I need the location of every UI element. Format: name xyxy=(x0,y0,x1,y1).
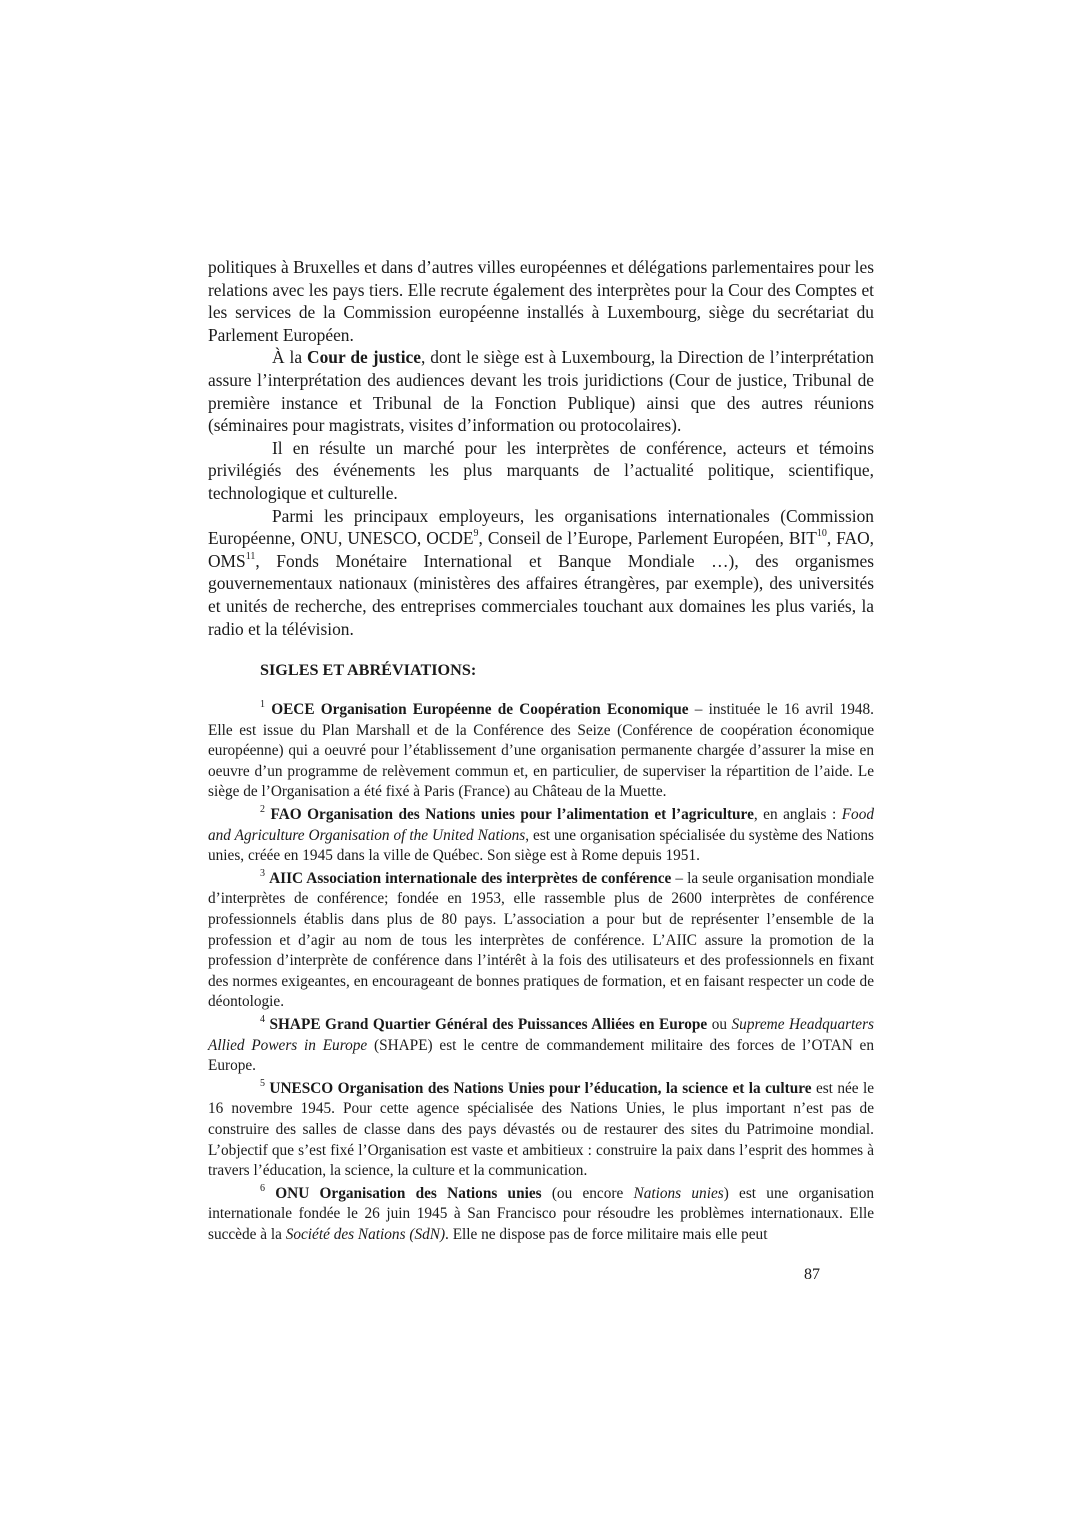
paragraph-2-lead: À la xyxy=(272,347,308,368)
page-content xyxy=(208,256,874,1248)
paragraph-1: politiques à Bruxelles et dans d’autres villes européennes et délégations parlementaires pour les relations avec les pays tiers. Elle recrute également des interprètes pour la Cour des Comptes et les services de la Commission européenne installés à Luxembourg, siège du secrétariat du Parlement Européen. xyxy=(208,257,874,345)
note-text: , est une organisation spécialisée du système des Nations unies, créée en 1945 dans la ville de Québec. Son siège est à Rome depuis 1951. xyxy=(208,826,874,865)
note-number: 4 xyxy=(260,1013,265,1025)
footnote-ref-9: 9 xyxy=(473,528,479,540)
note-term: ONU Organisation des Nations unies xyxy=(275,1184,542,1202)
note-number: 2 xyxy=(260,803,265,815)
abbreviation-notes xyxy=(208,700,874,1245)
page-number: 87 xyxy=(804,1266,820,1283)
note-text: est née le 16 novembre 1945. Pour cette agence spécialisée des Nations Unies, le plus important n’est pas de construire des salles de classe dans des pays dévastés ou de restaurer des sites du Patrimoine mondial. L’objectif que s’est fixé l’Organisation est vaste et ambitieux : construire la paix dans l’esprit des hommes à travers l’éducation, la science, la culture et la communication. xyxy=(208,1079,875,1180)
note-text: (ou encore xyxy=(541,1184,634,1202)
note-italic: Nations unies xyxy=(633,1184,724,1202)
note-italic: Food and Agriculture Organisation of the United Nations xyxy=(208,806,874,844)
note-term: FAO Organisation des Nations unies pour l’alimentation et l’agriculture xyxy=(270,806,754,824)
note-text: – la seule organisation mondiale d’interprètes de conférence; fondée en 1953, elle rassemble plus de 2600 interprètes de conférence professionnels établis dans plus de 80 pays. L’association a pour but de représenter l’ensemble de la profession et d’agir au nom de tous les interprètes de conférence. L’AIIC assure la promotion de la profession d’interprète de conférence dans l’intérêt à la fois des utilisateurs et des professionnels en fixant des normes exigeantes, en encourageant de bonnes pratiques de formation, et en faisant respecter un code de déontologie. xyxy=(208,869,874,1011)
paragraph-4-part-c: , FAO, OMS xyxy=(208,528,874,571)
footnote-ref-10: 10 xyxy=(816,528,827,540)
note-text: ou xyxy=(707,1016,732,1033)
note-text: – instituée le 16 avril 1948. Elle est issue du Plan Marshall et de la Conférence des Seize (Conférence de coopération économique européenne) qui a oeuvré pour l’établissement d’une organisation permanente chargée d’assurer la mise en oeuvre d’un programme de relèvement commun et, en particulier, de superviser la répartition de l’aide. Le siège de l’Organisation a été fixé à Paris (France) au Château de la Muette. xyxy=(208,701,875,801)
note-term: OECE Organisation Européenne de Coopération Economique xyxy=(271,701,689,719)
note-1 xyxy=(208,700,874,803)
section-title: SIGLES ET ABRÉVIATIONS: xyxy=(260,661,477,680)
note-term: SHAPE Grand Quartier Général des Puissances Alliées en Europe xyxy=(269,1016,708,1033)
note-2 xyxy=(208,805,874,867)
paragraph-3: Il en résulte un marché pour les interprètes de conférence, acteurs et témoins privilégiés des événements les plus marquants de l’actualité politique, scientifique, technologique et culturelle. xyxy=(208,437,874,503)
note-number: 6 xyxy=(260,1182,265,1194)
note-text: . Elle ne dispose pas de force militaire mais elle peut xyxy=(445,1225,768,1243)
footnote-ref-11: 11 xyxy=(245,550,256,562)
note-text: , en anglais : xyxy=(753,806,842,824)
paragraph-2-text: , dont le siège est à Luxembourg, la Direction de l’interprétation assure l’interprétation des audiences devant les trois juridictions (Cour de justice, Tribunal de première instance et Tribunal de la Fonction Publique) ainsi que des autres réunions (séminaires pour magistrats, visites d’information ou protocolaires). xyxy=(208,347,874,436)
paragraph-4-part-d: , Fonds Monétaire International et Banque Mondiale …), des organismes gouvernementaux nationaux (ministères des affaires étrangères, par exemple), des universités et unités de recherche, des entreprises commerciales touchant aux domaines les plus variés, la radio et la télévision. xyxy=(208,550,874,639)
paragraph-4-part-b: , Conseil de l’Europe, Parlement Européen, BIT xyxy=(478,528,817,549)
body-text xyxy=(208,256,874,640)
note-italic: Supreme Headquarters Allied Powers in Europe xyxy=(208,1016,874,1054)
note-term: UNESCO Organisation des Nations Unies pour l’éducation, la science et la culture xyxy=(269,1079,812,1097)
paragraph-4-part-a: Parmi les principaux employeurs, les organisations internationales (Commission Européenne, ONU, UNESCO, OCDE xyxy=(208,505,874,549)
note-5 xyxy=(208,1079,874,1182)
note-number: 3 xyxy=(260,867,265,879)
note-number: 5 xyxy=(260,1077,265,1089)
note-6 xyxy=(208,1184,874,1246)
note-3 xyxy=(208,869,874,1013)
paragraph-2 xyxy=(208,346,874,436)
note-4 xyxy=(208,1015,874,1077)
note-text: (SHAPE) est le centre de commandement militaire des forces de l’OTAN en Europe. xyxy=(208,1036,874,1075)
note-text: ) est une organisation internationale fondée le 26 juin 1945 à San Francisco pour résoudre les problèmes internationaux. Elle succède à la xyxy=(208,1184,874,1243)
note-number: 1 xyxy=(260,699,265,710)
note-term: AIIC Association internationale des interprètes de conférence xyxy=(269,869,672,887)
note-italic: Société des Nations (SdN) xyxy=(285,1225,446,1243)
paragraph-4 xyxy=(208,505,874,641)
cour-de-justice-term: Cour de justice xyxy=(307,347,421,368)
